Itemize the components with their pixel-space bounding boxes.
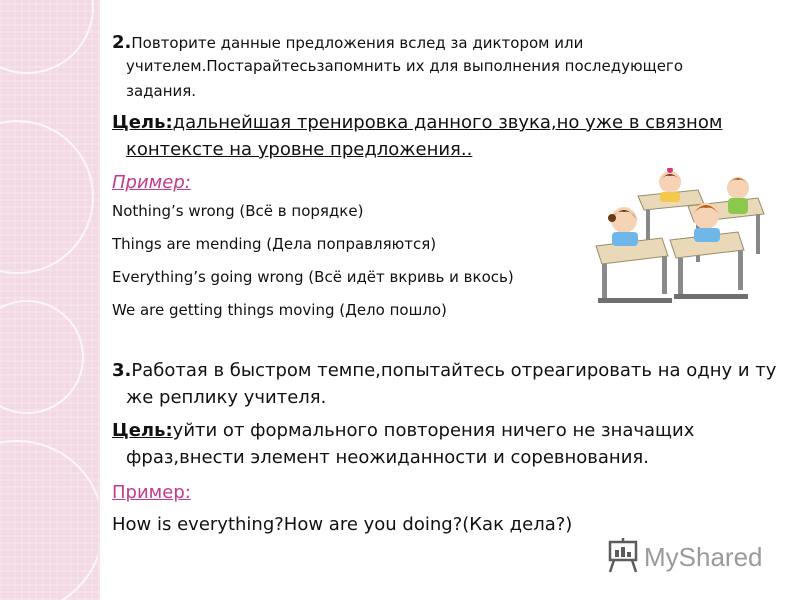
section2-goal-label: Цель: <box>112 112 173 133</box>
child-icon <box>693 203 720 242</box>
section2-example-label[interactable]: Пример: <box>112 172 191 193</box>
example-item: Things are mending (Дела поправляются) <box>112 235 437 253</box>
section2-text-2: учителем.Постарайтесьзапомнить их для выполнения последующего <box>126 57 683 75</box>
section3-line1 <box>112 358 776 384</box>
section3-goal-label: Цель: <box>112 420 173 441</box>
section3-goal-text-2: фраз,внести элемент неожиданности и соревнования. <box>126 447 649 468</box>
section2-number: 2. <box>112 32 132 53</box>
section3-goal-line1 <box>112 418 694 444</box>
section3-number: 3. <box>112 360 132 381</box>
child-icon <box>608 207 638 246</box>
section2-goal-text-2: контексте на уровне предложения.. <box>126 139 473 160</box>
example-item: Everything’s going wrong (Всё идёт вкривь и вкось) <box>112 268 514 286</box>
presentation-board-icon <box>610 538 636 572</box>
desk-icon <box>670 232 748 299</box>
section3-example-line: How is everything?How are you doing?(Как дела?) <box>112 514 573 535</box>
child-icon <box>659 168 681 202</box>
desk-icon <box>596 238 672 303</box>
watermark-text: MyShared <box>644 542 763 572</box>
example-item: Nothing’s wrong (Всё в порядке) <box>112 202 364 220</box>
section2-goal-line1 <box>112 110 722 136</box>
section3-text-2: же реплику учителя. <box>126 387 327 408</box>
decorative-sidebar <box>0 0 98 600</box>
child-icon <box>727 177 749 214</box>
section2-line1 <box>112 30 583 56</box>
sidebar-edge <box>98 0 100 600</box>
example-item: We are getting things moving (Дело пошло) <box>112 301 447 319</box>
section3-goal-text-1: уйти от формального повторения ничего не значащих <box>172 420 695 441</box>
section2-text-1: Повторите данные предложения вслед за диктором или <box>131 34 584 52</box>
myshared-watermark <box>606 536 776 576</box>
section2-text-3: задания. <box>126 82 197 100</box>
section3-example-label[interactable]: Пример: <box>112 482 191 503</box>
section3-text-1: Работая в быстром темпе,попытайтесь отреагировать на одну и ту <box>131 360 777 381</box>
classroom-illustration <box>588 168 766 310</box>
section2-goal-text-1: дальнейшая тренировка данного звука,но уже в связном <box>172 112 723 133</box>
